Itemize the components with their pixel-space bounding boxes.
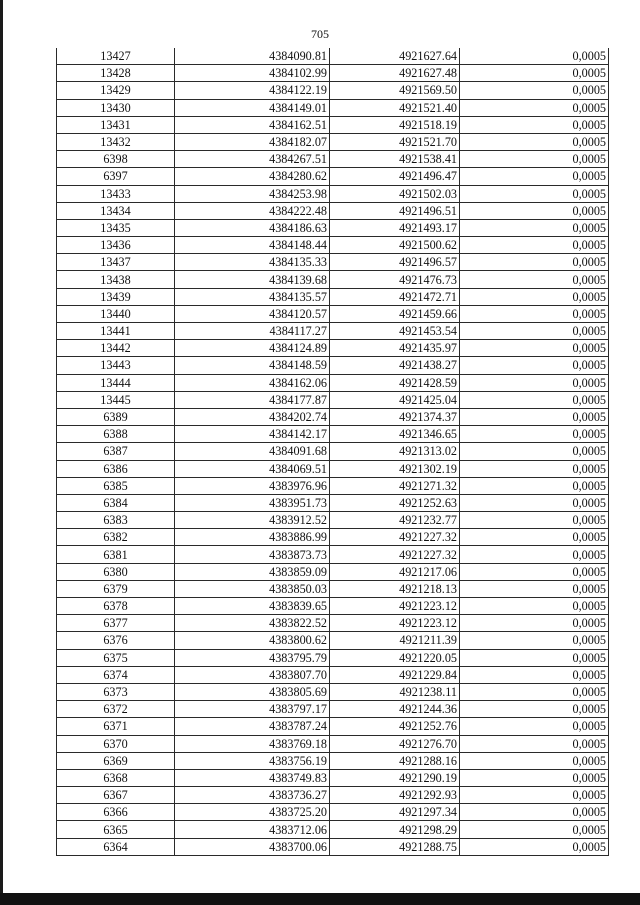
error-cell: 0,0005: [460, 787, 609, 804]
table-row: [57, 168, 609, 185]
error-cell: 0,0005: [460, 443, 609, 460]
table-row: [57, 151, 609, 168]
error-cell: 0,0005: [460, 615, 609, 632]
error-cell: 0,0005: [460, 666, 609, 683]
error-cell: 0,0005: [460, 460, 609, 477]
table-row: [57, 82, 609, 99]
x-coordinate-cell: 4383805.69: [175, 683, 330, 700]
error-cell: 0,0005: [460, 340, 609, 357]
table-row: [57, 529, 609, 546]
point-number-cell: 6389: [57, 408, 175, 425]
point-number-cell: 13436: [57, 237, 175, 254]
x-coordinate-cell: 4384120.57: [175, 305, 330, 322]
point-number-cell: 6365: [57, 821, 175, 838]
error-cell: 0,0005: [460, 683, 609, 700]
error-cell: 0,0005: [460, 237, 609, 254]
point-number-cell: 6398: [57, 151, 175, 168]
point-number-cell: 13433: [57, 185, 175, 202]
table-row: [57, 357, 609, 374]
y-coordinate-cell: 4921627.48: [330, 65, 460, 82]
point-number-cell: 6377: [57, 615, 175, 632]
table-row: [57, 323, 609, 340]
x-coordinate-cell: 4383859.09: [175, 563, 330, 580]
y-coordinate-cell: 4921438.27: [330, 357, 460, 374]
x-coordinate-cell: 4384253.98: [175, 185, 330, 202]
point-number-cell: 6370: [57, 735, 175, 752]
point-number-cell: 6383: [57, 512, 175, 529]
error-cell: 0,0005: [460, 202, 609, 219]
point-number-cell: 13432: [57, 133, 175, 150]
x-coordinate-cell: 4384091.68: [175, 443, 330, 460]
point-number-cell: 13437: [57, 254, 175, 271]
y-coordinate-cell: 4921502.03: [330, 185, 460, 202]
point-number-cell: 6381: [57, 546, 175, 563]
point-number-cell: 6388: [57, 426, 175, 443]
y-coordinate-cell: 4921425.04: [330, 391, 460, 408]
point-number-cell: 13441: [57, 323, 175, 340]
error-cell: 0,0005: [460, 769, 609, 786]
y-coordinate-cell: 4921374.37: [330, 408, 460, 425]
x-coordinate-cell: 4384267.51: [175, 151, 330, 168]
error-cell: 0,0005: [460, 305, 609, 322]
error-cell: 0,0005: [460, 494, 609, 511]
error-cell: 0,0005: [460, 48, 609, 65]
table-row: [57, 426, 609, 443]
y-coordinate-cell: 4921569.50: [330, 82, 460, 99]
x-coordinate-cell: 4383839.65: [175, 598, 330, 615]
error-cell: 0,0005: [460, 408, 609, 425]
error-cell: 0,0005: [460, 546, 609, 563]
error-cell: 0,0005: [460, 357, 609, 374]
point-number-cell: 13434: [57, 202, 175, 219]
x-coordinate-cell: 4383749.83: [175, 769, 330, 786]
table-row: [57, 254, 609, 271]
error-cell: 0,0005: [460, 151, 609, 168]
table-row: [57, 752, 609, 769]
x-coordinate-cell: 4383725.20: [175, 804, 330, 821]
point-number-cell: 6368: [57, 769, 175, 786]
x-coordinate-cell: 4384135.33: [175, 254, 330, 271]
error-cell: 0,0005: [460, 391, 609, 408]
error-cell: 0,0005: [460, 804, 609, 821]
x-coordinate-cell: 4384148.59: [175, 357, 330, 374]
table-row: [57, 305, 609, 322]
x-coordinate-cell: 4383700.06: [175, 838, 330, 855]
x-coordinate-cell: 4384182.07: [175, 133, 330, 150]
error-cell: 0,0005: [460, 598, 609, 615]
point-number-cell: 13439: [57, 288, 175, 305]
scan-left-edge: [0, 0, 3, 905]
point-number-cell: 13438: [57, 271, 175, 288]
y-coordinate-cell: 4921313.02: [330, 443, 460, 460]
table-row: [57, 340, 609, 357]
table-row: [57, 546, 609, 563]
coordinates-table-body: [57, 48, 609, 855]
x-coordinate-cell: 4384280.62: [175, 168, 330, 185]
point-number-cell: 6378: [57, 598, 175, 615]
error-cell: 0,0005: [460, 185, 609, 202]
y-coordinate-cell: 4921496.51: [330, 202, 460, 219]
y-coordinate-cell: 4921521.70: [330, 133, 460, 150]
y-coordinate-cell: 4921227.32: [330, 546, 460, 563]
page-number: 705: [311, 27, 329, 41]
y-coordinate-cell: 4921496.57: [330, 254, 460, 271]
table-row: [57, 133, 609, 150]
error-cell: 0,0005: [460, 701, 609, 718]
error-cell: 0,0005: [460, 580, 609, 597]
point-number-cell: 13442: [57, 340, 175, 357]
table-row: [57, 288, 609, 305]
y-coordinate-cell: 4921252.63: [330, 494, 460, 511]
table-row: [57, 65, 609, 82]
y-coordinate-cell: 4921472.71: [330, 288, 460, 305]
y-coordinate-cell: 4921218.13: [330, 580, 460, 597]
table-row: [57, 185, 609, 202]
error-cell: 0,0005: [460, 718, 609, 735]
x-coordinate-cell: 4384149.01: [175, 99, 330, 116]
table-row: [57, 116, 609, 133]
error-cell: 0,0005: [460, 477, 609, 494]
x-coordinate-cell: 4383712.06: [175, 821, 330, 838]
y-coordinate-cell: 4921217.06: [330, 563, 460, 580]
y-coordinate-cell: 4921223.12: [330, 598, 460, 615]
y-coordinate-cell: 4921435.97: [330, 340, 460, 357]
x-coordinate-cell: 4383769.18: [175, 735, 330, 752]
x-coordinate-cell: 4383822.52: [175, 615, 330, 632]
x-coordinate-cell: 4383800.62: [175, 632, 330, 649]
error-cell: 0,0005: [460, 426, 609, 443]
table-row: [57, 649, 609, 666]
table-row: [57, 48, 609, 65]
x-coordinate-cell: 4384122.19: [175, 82, 330, 99]
x-coordinate-cell: 4384142.17: [175, 426, 330, 443]
x-coordinate-cell: 4383886.99: [175, 529, 330, 546]
table-row: [57, 219, 609, 236]
x-coordinate-cell: 4384186.63: [175, 219, 330, 236]
table-row: [57, 408, 609, 425]
x-coordinate-cell: 4383873.73: [175, 546, 330, 563]
point-number-cell: 6374: [57, 666, 175, 683]
x-coordinate-cell: 4383736.27: [175, 787, 330, 804]
point-number-cell: 6375: [57, 649, 175, 666]
error-cell: 0,0005: [460, 821, 609, 838]
error-cell: 0,0005: [460, 82, 609, 99]
y-coordinate-cell: 4921302.19: [330, 460, 460, 477]
x-coordinate-cell: 4384202.74: [175, 408, 330, 425]
y-coordinate-cell: 4921518.19: [330, 116, 460, 133]
x-coordinate-cell: 4383912.52: [175, 512, 330, 529]
error-cell: 0,0005: [460, 271, 609, 288]
error-cell: 0,0005: [460, 288, 609, 305]
table-row: [57, 787, 609, 804]
y-coordinate-cell: 4921290.19: [330, 769, 460, 786]
y-coordinate-cell: 4921627.64: [330, 48, 460, 65]
point-number-cell: 13428: [57, 65, 175, 82]
y-coordinate-cell: 4921271.32: [330, 477, 460, 494]
y-coordinate-cell: 4921459.66: [330, 305, 460, 322]
scan-bottom-edge: [0, 893, 640, 905]
table-row: [57, 718, 609, 735]
y-coordinate-cell: 4921292.93: [330, 787, 460, 804]
table-row: [57, 580, 609, 597]
point-number-cell: 13435: [57, 219, 175, 236]
x-coordinate-cell: 4384222.48: [175, 202, 330, 219]
point-number-cell: 6380: [57, 563, 175, 580]
point-number-cell: 6384: [57, 494, 175, 511]
y-coordinate-cell: 4921211.39: [330, 632, 460, 649]
table-row: [57, 632, 609, 649]
table-row: [57, 804, 609, 821]
point-number-cell: 6397: [57, 168, 175, 185]
point-number-cell: 13443: [57, 357, 175, 374]
point-number-cell: 6364: [57, 838, 175, 855]
table-row: [57, 477, 609, 494]
y-coordinate-cell: 4921538.41: [330, 151, 460, 168]
table-row: [57, 735, 609, 752]
y-coordinate-cell: 4921227.32: [330, 529, 460, 546]
x-coordinate-cell: 4383756.19: [175, 752, 330, 769]
x-coordinate-cell: 4384102.99: [175, 65, 330, 82]
y-coordinate-cell: 4921288.16: [330, 752, 460, 769]
table-row: [57, 271, 609, 288]
table-row: [57, 563, 609, 580]
point-number-cell: 6379: [57, 580, 175, 597]
y-coordinate-cell: 4921453.54: [330, 323, 460, 340]
y-coordinate-cell: 4921252.76: [330, 718, 460, 735]
y-coordinate-cell: 4921229.84: [330, 666, 460, 683]
error-cell: 0,0005: [460, 99, 609, 116]
x-coordinate-cell: 4383787.24: [175, 718, 330, 735]
error-cell: 0,0005: [460, 752, 609, 769]
table-row: [57, 391, 609, 408]
point-number-cell: 6371: [57, 718, 175, 735]
x-coordinate-cell: 4383976.96: [175, 477, 330, 494]
table-row: [57, 494, 609, 511]
error-cell: 0,0005: [460, 632, 609, 649]
y-coordinate-cell: 4921220.05: [330, 649, 460, 666]
x-coordinate-cell: 4384162.06: [175, 374, 330, 391]
point-number-cell: 13427: [57, 48, 175, 65]
y-coordinate-cell: 4921276.70: [330, 735, 460, 752]
y-coordinate-cell: 4921244.36: [330, 701, 460, 718]
x-coordinate-cell: 4384069.51: [175, 460, 330, 477]
x-coordinate-cell: 4383795.79: [175, 649, 330, 666]
x-coordinate-cell: 4384162.51: [175, 116, 330, 133]
error-cell: 0,0005: [460, 133, 609, 150]
error-cell: 0,0005: [460, 649, 609, 666]
y-coordinate-cell: 4921493.17: [330, 219, 460, 236]
coordinates-table: [56, 48, 609, 856]
table-row: [57, 202, 609, 219]
point-number-cell: 6387: [57, 443, 175, 460]
error-cell: 0,0005: [460, 735, 609, 752]
point-number-cell: 6382: [57, 529, 175, 546]
point-number-cell: 13431: [57, 116, 175, 133]
x-coordinate-cell: 4384139.68: [175, 271, 330, 288]
y-coordinate-cell: 4921500.62: [330, 237, 460, 254]
point-number-cell: 13429: [57, 82, 175, 99]
point-number-cell: 13445: [57, 391, 175, 408]
point-number-cell: 6372: [57, 701, 175, 718]
y-coordinate-cell: 4921288.75: [330, 838, 460, 855]
error-cell: 0,0005: [460, 838, 609, 855]
point-number-cell: 13430: [57, 99, 175, 116]
point-number-cell: 6386: [57, 460, 175, 477]
point-number-cell: 6366: [57, 804, 175, 821]
point-number-cell: 6369: [57, 752, 175, 769]
x-coordinate-cell: 4384135.57: [175, 288, 330, 305]
y-coordinate-cell: 4921298.29: [330, 821, 460, 838]
x-coordinate-cell: 4384177.87: [175, 391, 330, 408]
error-cell: 0,0005: [460, 254, 609, 271]
y-coordinate-cell: 4921238.11: [330, 683, 460, 700]
error-cell: 0,0005: [460, 116, 609, 133]
error-cell: 0,0005: [460, 219, 609, 236]
x-coordinate-cell: 4384124.89: [175, 340, 330, 357]
table-row: [57, 443, 609, 460]
x-coordinate-cell: 4383807.70: [175, 666, 330, 683]
point-number-cell: 6385: [57, 477, 175, 494]
table-row: [57, 598, 609, 615]
error-cell: 0,0005: [460, 529, 609, 546]
x-coordinate-cell: 4383797.17: [175, 701, 330, 718]
error-cell: 0,0005: [460, 512, 609, 529]
y-coordinate-cell: 4921297.34: [330, 804, 460, 821]
table-row: [57, 237, 609, 254]
y-coordinate-cell: 4921476.73: [330, 271, 460, 288]
point-number-cell: 13444: [57, 374, 175, 391]
table-row: [57, 769, 609, 786]
y-coordinate-cell: 4921428.59: [330, 374, 460, 391]
point-number-cell: 6367: [57, 787, 175, 804]
table-row: [57, 683, 609, 700]
table-row: [57, 838, 609, 855]
x-coordinate-cell: 4384148.44: [175, 237, 330, 254]
table-row: [57, 460, 609, 477]
x-coordinate-cell: 4383850.03: [175, 580, 330, 597]
table-row: [57, 99, 609, 116]
error-cell: 0,0005: [460, 374, 609, 391]
table-row: [57, 374, 609, 391]
table-row: [57, 512, 609, 529]
y-coordinate-cell: 4921223.12: [330, 615, 460, 632]
y-coordinate-cell: 4921232.77: [330, 512, 460, 529]
error-cell: 0,0005: [460, 323, 609, 340]
y-coordinate-cell: 4921521.40: [330, 99, 460, 116]
point-number-cell: 13440: [57, 305, 175, 322]
table-row: [57, 615, 609, 632]
error-cell: 0,0005: [460, 65, 609, 82]
error-cell: 0,0005: [460, 168, 609, 185]
error-cell: 0,0005: [460, 563, 609, 580]
point-number-cell: 6376: [57, 632, 175, 649]
x-coordinate-cell: 4384117.27: [175, 323, 330, 340]
y-coordinate-cell: 4921346.65: [330, 426, 460, 443]
table-row: [57, 666, 609, 683]
y-coordinate-cell: 4921496.47: [330, 168, 460, 185]
table-row: [57, 821, 609, 838]
x-coordinate-cell: 4383951.73: [175, 494, 330, 511]
table-row: [57, 701, 609, 718]
x-coordinate-cell: 4384090.81: [175, 48, 330, 65]
point-number-cell: 6373: [57, 683, 175, 700]
